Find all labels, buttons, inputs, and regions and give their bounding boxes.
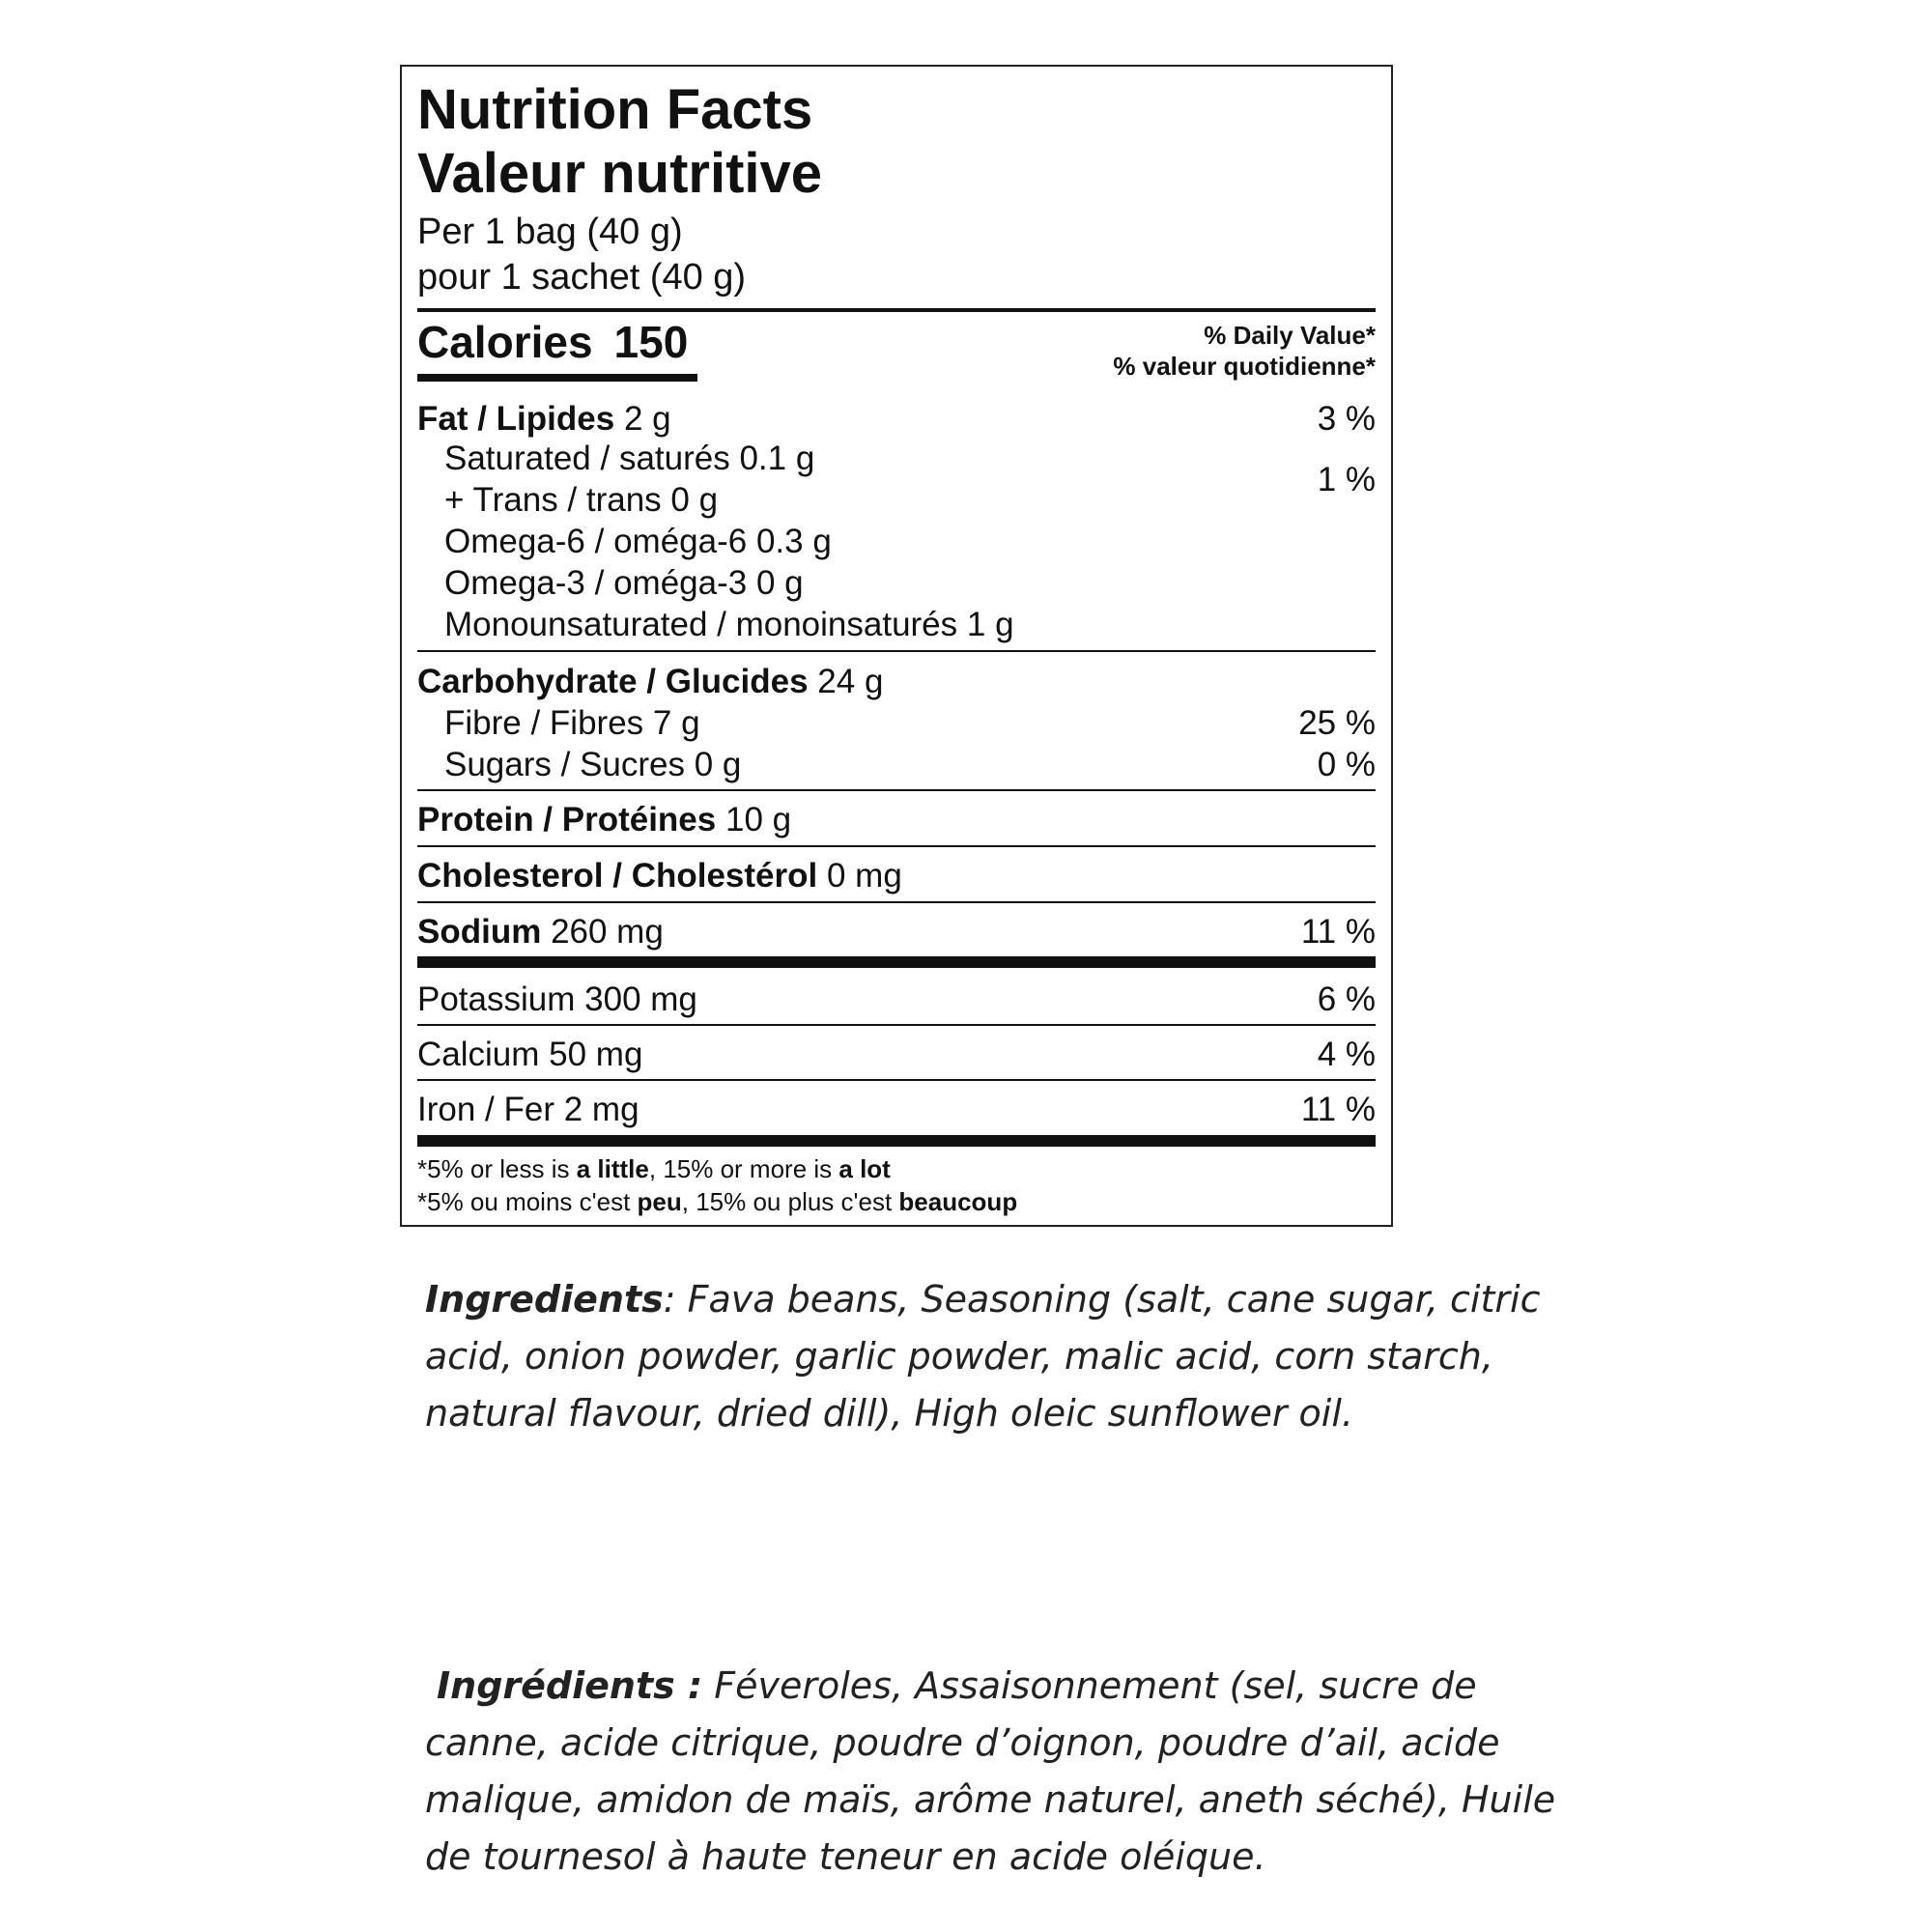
footnote-emphasis: a lot xyxy=(838,1154,891,1183)
title-en: Nutrition Facts xyxy=(417,78,813,141)
divider xyxy=(417,789,1376,791)
daily-value: 25 % xyxy=(1298,704,1376,742)
nutrient-amount: 24 g xyxy=(817,663,884,700)
serving-size-en: Per 1 bag (40 g) xyxy=(417,212,683,252)
nutrient-name: Omega-6 / oméga-6 xyxy=(444,523,748,560)
nutrient-name: + Trans / trans xyxy=(444,481,662,519)
calories-label: Calories xyxy=(417,317,593,367)
ingredients-en xyxy=(425,1271,1575,1442)
nutrient-amount: 10 g xyxy=(724,801,792,838)
nutrient-name: Potassium xyxy=(417,980,576,1018)
daily-value: 3 % xyxy=(1317,400,1376,438)
ingredients-fr xyxy=(425,1658,1575,1886)
daily-value-header-fr: % valeur quotidienne* xyxy=(1113,352,1376,381)
ingredients-text: Féveroles, Assaisonnement (sel, sucre de canne, acide citrique, poudre d’oignon, poudre d’ail, acide malique, amidon de maïs, arôme naturel, aneth séché), Huile de tournesol à haute teneur en acide oléique. xyxy=(425,1664,1556,1878)
nutrition-facts-panel xyxy=(400,65,1393,1227)
divider xyxy=(417,650,1376,652)
footnote-text: , 15% ou plus c'est xyxy=(681,1187,899,1216)
calories xyxy=(417,316,688,368)
divider xyxy=(417,1024,1376,1026)
nutrient-name: Sugars / Sucres xyxy=(444,746,685,783)
footnote-en xyxy=(417,1152,891,1185)
nutrient-name: Monounsaturated / monoinsaturés xyxy=(444,606,958,643)
footnote-emphasis: peu xyxy=(637,1187,682,1216)
nutrient-name: Saturated / saturés xyxy=(444,440,730,477)
ingredients-text: : Fava beans, Seasoning (salt, cane sugar, citric acid, onion powder, garlic powder, malic acid, corn starch, natural flavour, dried dill), High oleic sunflower oil. xyxy=(425,1278,1541,1435)
nutrient-amount: 0 g xyxy=(670,481,719,519)
nutrient-amount: 1 g xyxy=(966,606,1014,643)
nutrient-name: Calcium xyxy=(417,1036,540,1073)
calories-value: 150 xyxy=(613,317,689,367)
daily-value: 11 % xyxy=(1300,1091,1376,1128)
nutrient-name: Sodium xyxy=(417,913,542,951)
title-fr: Valeur nutritive xyxy=(417,142,823,205)
divider xyxy=(417,1079,1376,1081)
daily-value: 11 % xyxy=(1300,913,1376,951)
ingredients-heading: Ingrédients : xyxy=(437,1664,703,1707)
nutrient-amount: 0.1 g xyxy=(739,440,815,477)
nutrient-amount: 300 mg xyxy=(584,980,697,1018)
nutrient-name: Omega-3 / oméga-3 xyxy=(444,564,748,602)
daily-value: 4 % xyxy=(1317,1036,1376,1073)
nutrient-amount: 50 mg xyxy=(549,1036,643,1073)
daily-value-header-en: % Daily Value* xyxy=(1204,321,1376,350)
nutrient-amount: 2 g xyxy=(623,400,671,438)
nutrient-name: Fibre / Fibres xyxy=(444,704,644,742)
serving-size-fr: pour 1 sachet (40 g) xyxy=(417,257,747,298)
ingredients-heading: Ingredients xyxy=(425,1278,664,1321)
divider xyxy=(417,308,1376,312)
nutrient-amount: 260 mg xyxy=(551,913,664,951)
nutrient-name: Carbohydrate / Glucides xyxy=(417,663,809,700)
nutrient-name: Protein / Protéines xyxy=(417,801,717,838)
nutrient-amount: 2 mg xyxy=(563,1091,639,1128)
nutrient-amount: 7 g xyxy=(652,704,700,742)
daily-value: 0 % xyxy=(1317,746,1376,783)
thick-divider xyxy=(417,1135,1376,1147)
footnote-text: *5% ou moins c'est xyxy=(417,1187,638,1216)
thick-divider xyxy=(417,956,1376,968)
footnote-text: *5% or less is xyxy=(417,1154,577,1183)
calories-underline xyxy=(417,374,697,382)
nutrient-amount: 0 mg xyxy=(826,857,902,895)
nutrient-amount: 0.3 g xyxy=(755,523,832,560)
nutrient-amount: 0 g xyxy=(755,564,804,602)
footnote-text: , 15% or more is xyxy=(648,1154,839,1183)
footnote-fr xyxy=(417,1185,1017,1218)
nutrient-name: Cholesterol / Cholestérol xyxy=(417,857,818,895)
nutrient-amount: 0 g xyxy=(694,746,742,783)
divider xyxy=(417,845,1376,847)
footnote-emphasis: a little xyxy=(576,1154,649,1183)
daily-value: 6 % xyxy=(1317,980,1376,1018)
nutrient-name: Iron / Fer xyxy=(417,1091,554,1128)
nutrient-name: Fat / Lipides xyxy=(417,400,615,438)
daily-value: 1 % xyxy=(1317,461,1376,498)
divider xyxy=(417,901,1376,903)
footnote-emphasis: beaucoup xyxy=(898,1187,1018,1216)
